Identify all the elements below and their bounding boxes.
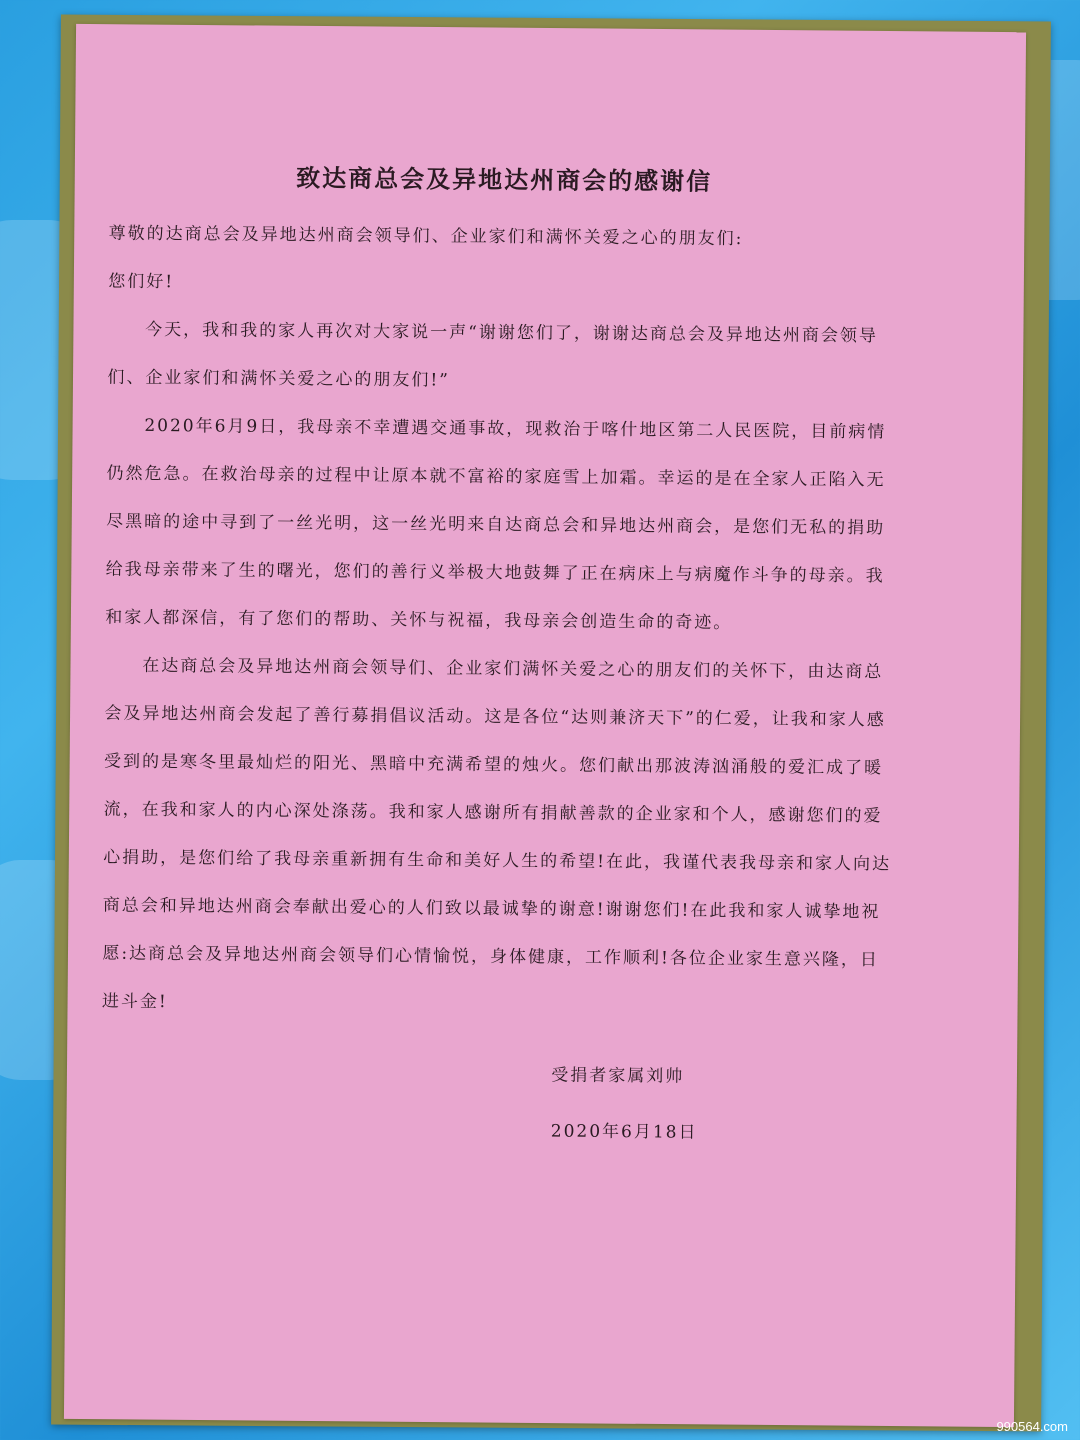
letter-title: 致达商总会及异地达州商会的感谢信 xyxy=(296,163,713,196)
site-watermark: 990564.com xyxy=(996,1419,1068,1434)
letter-paragraph: 在达商总会及异地达州商会领导们、企业家们满怀关爱之心的朋友们的关怀下，由达商总会及异地达州商会发起了善行募捐倡议活动。这是各位“达则兼济天下”的仁爱，让我和家人感受到的是寒冬里最灿烂的阳光、黑暗中充满希望的烛火。您们献出那波涛汹涌般的爱汇成了暖流，在我和家人的内心深处涤荡。我和家人感谢所有捐献善款的企业家和个人，感谢您们的爱心捐助，是您们给了我母亲重新拥有生命和美好人生的希望!在此，我谨代表我母亲和家人向达商总会和异地达州商会奉献出爱心的人们致以最诚挚的谢意!谢谢您们!在此我和家人诚挚地祝愿:达商总会及异地达州商会领导们心情愉悦，身体健康，工作顺利!各位企业家生意兴隆，日进斗金! xyxy=(101,655,892,1013)
letter-paragraph: 今天，我和我的家人再次对大家说一声“谢谢您们了，谢谢达商总会及异地达州商会领导们、企业家们和满怀关爱之心的朋友们!” xyxy=(107,319,878,391)
letter-signature-block xyxy=(551,1047,892,1162)
letter-date: 2020年6月18日 xyxy=(550,1121,698,1143)
letter-paragraph: 2020年6月9日，我母亲不幸遭遇交通事故，现救治于喀什地区第二人民医院，目前病情仍然危急。在救治母亲的过程中让原本就不富裕的家庭雪上加霜。幸运的是在全家人正陷入无尽黑暗的途中寻到了一丝光明，这一丝光明来自达商总会和异地达州商会，是您们无私的捐助给我母亲带来了生的曙光，您们的善行义举极大地鼓舞了正在病床上与病魔作斗争的母亲。我和家人都深信，有了您们的帮助、关怀与祝福，我母亲会创造生命的奇迹。 xyxy=(105,415,887,634)
letter-salutation: 尊敬的达商总会及异地达州商会领导们、企业家们和满怀关爱之心的朋友们: xyxy=(108,223,744,250)
letter-hello: 您们好! xyxy=(108,271,175,293)
thank-you-letter xyxy=(101,147,900,1163)
letter-signature: 受捐者家属刘帅 xyxy=(551,1065,685,1087)
